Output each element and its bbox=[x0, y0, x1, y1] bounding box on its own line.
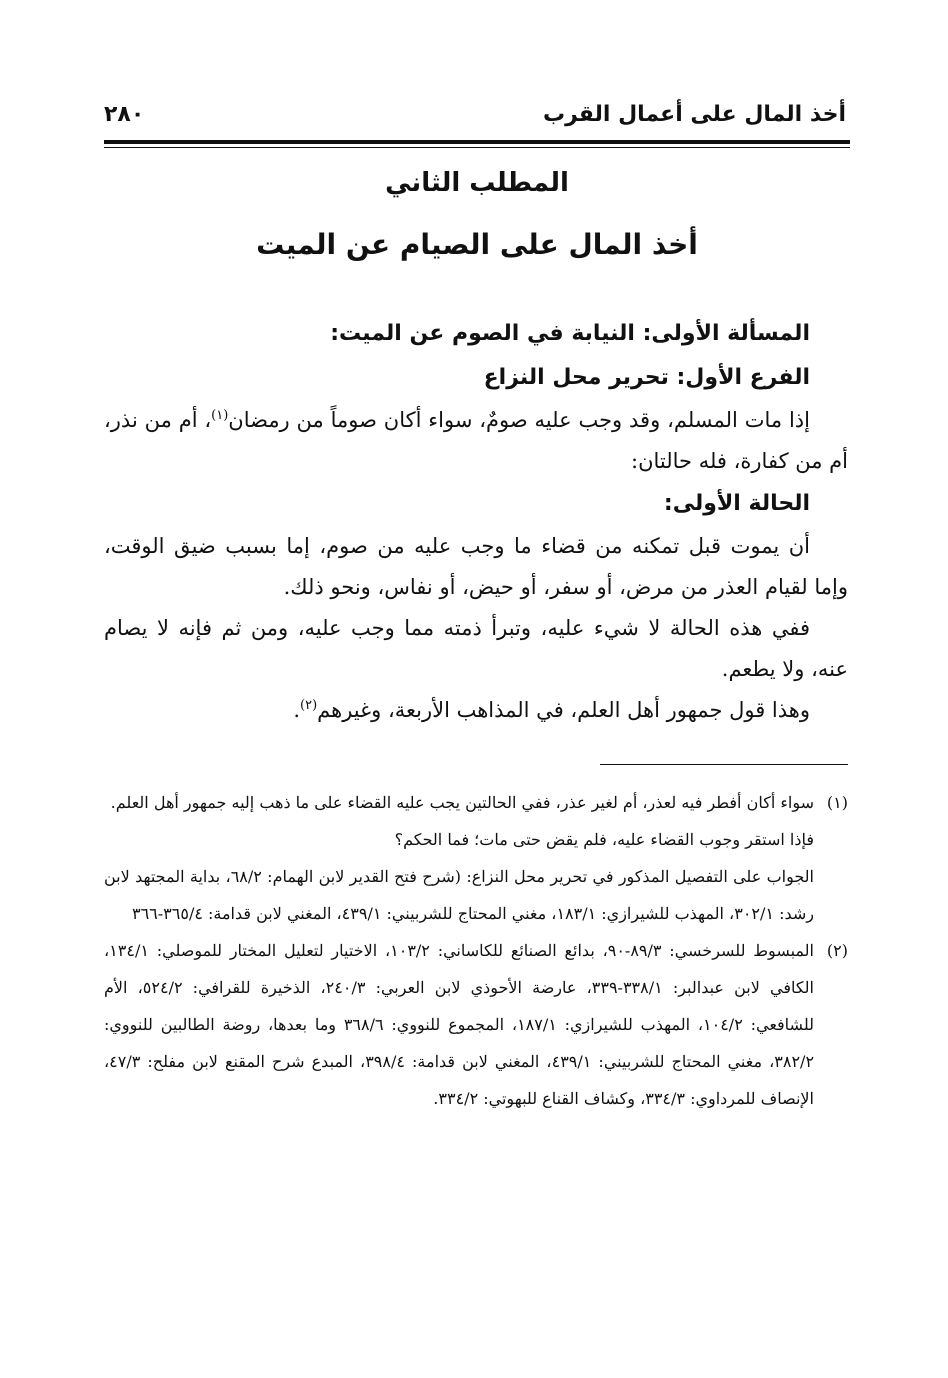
footnote-2 bbox=[104, 932, 848, 1117]
footnote-1-question: فإذا استقر وجوب القضاء عليه، فلم يقض حتى مات؛ فما الحكم؟ bbox=[394, 830, 814, 849]
footnote-ref-2[interactable]: (٢) bbox=[300, 698, 318, 713]
header-rule-thin bbox=[104, 147, 850, 148]
page-number: ٢٨٠ bbox=[104, 102, 145, 127]
paragraph-2: أن يموت قبل تمكنه من قضاء ما وجب عليه من صوم، إما بسبب ضيق الوقت، وإما لقيام العذر من مرض، أو سفر، أو حيض، أو نفاس، ونحو ذلك. bbox=[104, 534, 848, 599]
footnotes bbox=[104, 784, 848, 1117]
footnote-1-answer: الجواب على التفصيل المذكور في تحرير محل النزاع: (شرح فتح القدير لابن الهمام: ٦٨/٢، بداية المجتهد لابن رشد: ٣٠٢/١، المهذب للشيرازي: ١٨٣/١، مغني المحتاج للشربيني: ٤٣٩/١، المغني لابن قدامة: ٣٦٥/٤-٣٦٦ bbox=[104, 867, 814, 923]
footnote-1-number: (١) bbox=[826, 793, 848, 812]
footnote-2-text: المبسوط للسرخسي: ٨٩/٣-٩٠، بدائع الصنائع للكاساني: ١٠٣/٢، الاختيار لتعليل المختار للموصلي: ١٣٤/١، الكافي لابن عبدالبر: ٣٣٨/١-٣٣٩، عارضة الأحوذي لابن العربي: ٢٤٠/٣، الذخيرة للقرافي: ٥٢٤/٢، الأم للشافعي: ١٠٤/٢، المهذب للشيرازي: ١٨٧/١، المجموع للنووي: ٣٦٨/٦ وما بعدها، روضة الطالبين للنووي: ٣٨٢/٢، مغني المحتاج للشربيني: ٤٣٩/١، المغني لابن قدامة: ٣٩٨/٤، المبدع شرح المقنع لابن مفلح: ٤٧/٣، الإنصاف للمرداوي: ٣٣٤/٣، وكشاف القناع للبهوتي: ٣٣٤/٢. bbox=[104, 941, 815, 1108]
footnote-1 bbox=[104, 784, 848, 821]
paragraph-4-text-b: . bbox=[293, 698, 301, 722]
section-title: المطلب الثاني bbox=[385, 168, 569, 198]
branch-heading: الفرع الأول: تحرير محل النزاع bbox=[483, 365, 810, 390]
footnote-ref-1[interactable]: (١) bbox=[211, 408, 229, 423]
running-title: أخذ المال على أعمال القرب bbox=[542, 102, 846, 127]
chapter-title: أخذ المال على الصيام عن الميت bbox=[256, 228, 698, 261]
footnote-2-number: (٢) bbox=[826, 941, 848, 960]
header-rule-thick bbox=[104, 140, 850, 144]
paragraph-4 bbox=[104, 690, 848, 731]
running-header bbox=[104, 96, 846, 136]
paragraph-1 bbox=[104, 400, 848, 482]
main-text bbox=[104, 312, 848, 731]
issue-heading: المسألة الأولى: النيابة في الصوم عن الميت: bbox=[330, 321, 810, 346]
case-heading: الحالة الأولى: bbox=[663, 491, 810, 516]
paragraph-3: ففي هذه الحالة لا شيء عليه، وتبرأ ذمته مما وجب عليه، ومن ثم فإنه لا يصام عنه، ولا يطعم. bbox=[104, 616, 848, 681]
paragraph-1-text-a: إذا مات المسلم، وقد وجب عليه صومٌ، سواء أكان صوماً من رمضان bbox=[228, 408, 810, 432]
footnote-separator bbox=[600, 764, 848, 765]
paragraph-4-text-a: وهذا قول جمهور أهل العلم، في المذاهب الأربعة، وغيرهم bbox=[317, 698, 810, 722]
footnote-1-text: سواء أكان أفطر فيه لعذر، أم لغير عذر، ففي الحالتين يجب عليه القضاء على ما ذهب إليه جمهور أهل العلم. bbox=[110, 793, 814, 812]
paragraph-1-text-b: ، أم من نذر، أم من كفارة، فله حالتان: bbox=[104, 408, 848, 473]
